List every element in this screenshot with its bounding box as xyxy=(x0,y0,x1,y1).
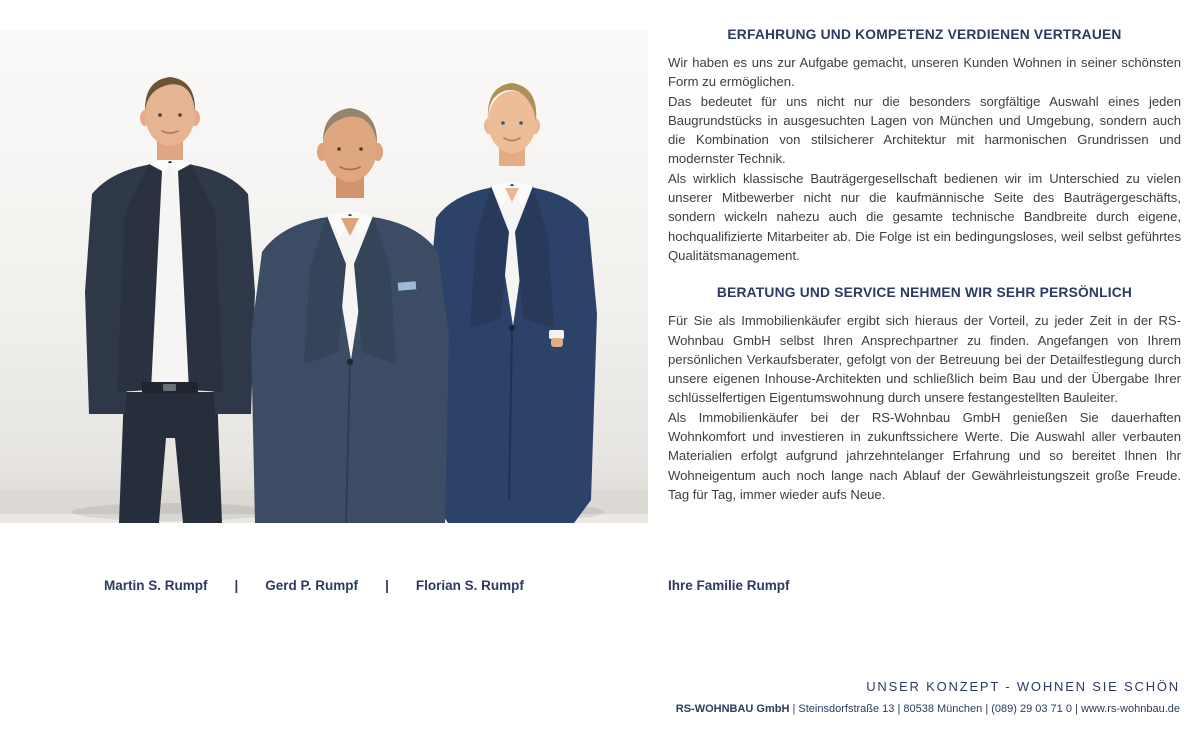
contact-line xyxy=(676,703,1180,715)
paragraph: Für Sie als Immobilienkäufer ergibt sich hieraus der Vorteil, zu jeder Zeit in der RS-Wohnbau GmbH selbst Ihren Ansprechpartner zu finden. Angefangen von Ihrem persönlichen Verkaufsberater, gefolgt von der Betreuung bei der Detailfestlegung durch unsere eigenen Inhouse-Architekten und schließlich beim Bau und der Übergabe Ihrer schlüsselfertigen Eigentumswohnung durch unsere festangestellten Bauleiter. xyxy=(668,313,1181,406)
contact-details: | Steinsdorfstraße 13 | 80538 München | (089) 29 03 71 0 | www.rs-wohnbau.de xyxy=(792,703,1180,715)
name-florian: Florian S. Rumpf xyxy=(415,578,524,593)
paragraph: Als wirklich klassische Bauträgergesellschaft bedienen wir im Unterschied zu vielen unserer Mitbewerber nicht nur die kaufmännische Seite des Bauträgergeschäfts, sondern wickeln nahezu auch die gesamte technische Bandbreite durch eigene, hochqualifizierte Mitarbeiter ab. Die Folge ist ein bedingungsloses, weil selbst geführtes Qualitätsmanagement. xyxy=(668,170,1181,263)
about-text-column xyxy=(668,27,1181,504)
section-heading-beratung: BERATUNG UND SERVICE NEHMEN WIR SEHR PERSÖNLICH xyxy=(716,285,1133,301)
section-heading-erfahrung: ERFAHRUNG UND KOMPETENZ VERDIENEN VERTRAUEN xyxy=(727,27,1122,42)
name-martin: Martin S. Rumpf xyxy=(104,578,208,593)
family-photo-illustration xyxy=(0,30,648,523)
section-beratung xyxy=(668,285,1181,504)
names-caption xyxy=(104,578,524,593)
name-separator: | xyxy=(234,578,239,593)
company-name: RS-WOHNBAU GmbH xyxy=(675,703,790,715)
paragraph: Wir haben es uns zur Aufgabe gemacht, unseren Kunden Wohnen in seiner schönsten Form zu ermöglichen. xyxy=(668,55,1181,90)
paragraph: Das bedeutet für uns nicht nur die besonders sorgfältige Auswahl eines jeden Baugrundstücks in ausgesuchten Lagen von München und Umgebung, sondern auch die Kombination von stilsicherer Architektur mit harmonischen Grundrissen und modernster Technik. xyxy=(668,93,1181,167)
family-signature: Ihre Familie Rumpf xyxy=(668,578,790,593)
name-gerd: Gerd P. Rumpf xyxy=(265,578,359,593)
paragraph: Als Immobilienkäufer bei der RS-Wohnbau GmbH genießen Sie dauerhaften Wohnkomfort und investieren in zukunftssichere Werte. Die Auswahl aller verbauten Materialien erfolgt aufgrund jahrzehntelanger Erfahrung und so bereitet Ihnen Ihr Wohneigentum auch noch lange nach Ablauf der Gewährleistungszeit große Freude. Tag für Tag, immer wieder aufs Neue. xyxy=(668,409,1181,502)
family-photo xyxy=(0,30,648,523)
name-separator: | xyxy=(385,578,389,593)
concept-tagline: UNSER KONZEPT - WOHNEN SIE SCHÖN xyxy=(866,679,1180,694)
section-erfahrung xyxy=(668,27,1181,265)
